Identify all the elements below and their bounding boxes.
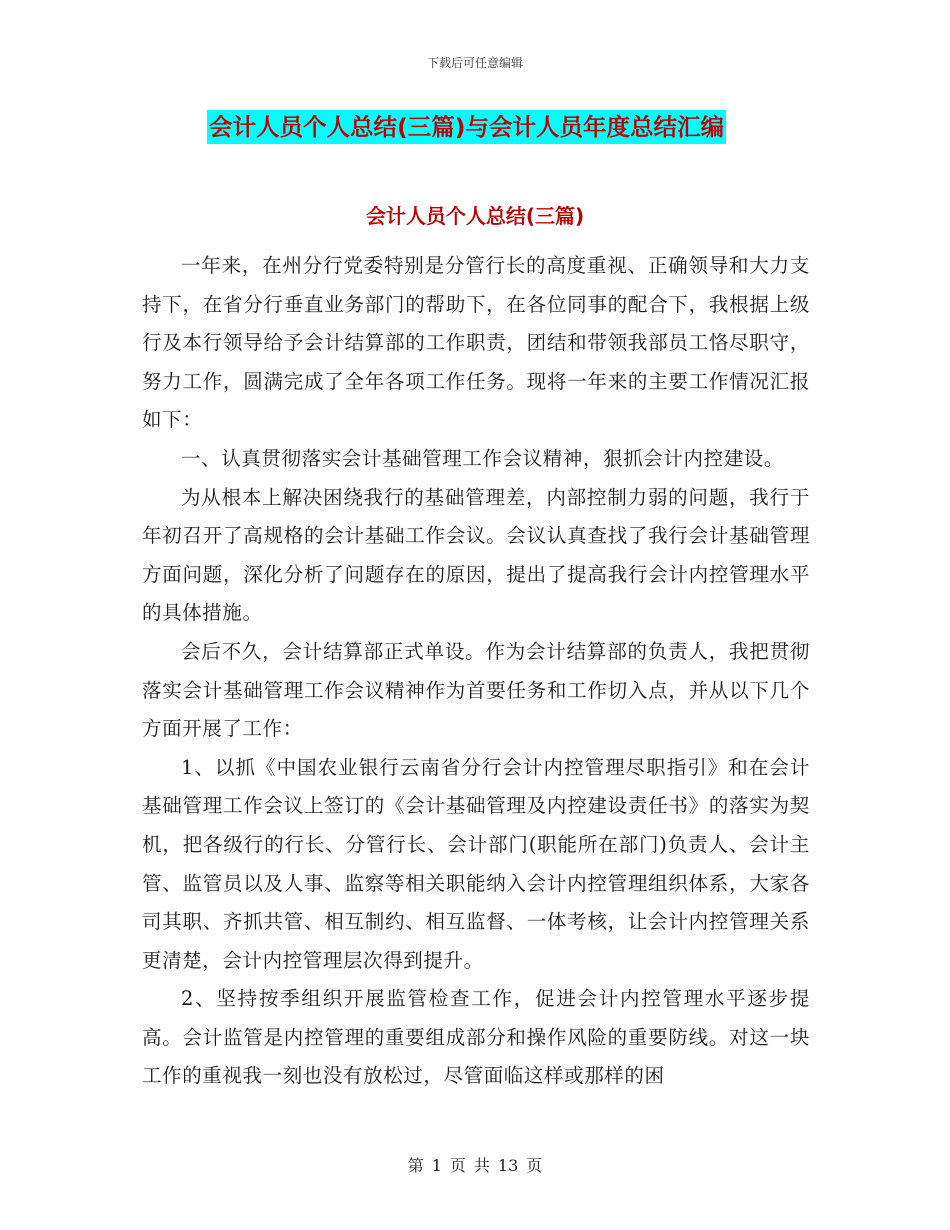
main-title-wrap [207, 110, 726, 144]
header-note: 下载后可任意编辑 [426, 56, 523, 70]
paragraph: 为从根本上解决困绕我行的基础管理差，内部控制力弱的问题，我行于年初召开了高规格的会计基础工作会议。会议认真查找了我行会计基础管理方面问题，深化分析了问题存在的原因，提出了提高我行会计内控管理水平的具体措施。 [142, 485, 810, 625]
footer-total-pages: 13 [497, 1156, 519, 1175]
paragraph: 一、认真贯彻落实会计基础管理工作会议精神，狠抓会计内控建设。 [181, 446, 785, 470]
paragraph: 会后不久，会计结算部正式单设。作为会计结算部的负责人，我把贯彻落实会计基础管理工作会议精神作为首要任务和工作切入点，并从以下几个方面开展了工作： [142, 639, 810, 741]
body-text [142, 247, 810, 1096]
paragraph: 一年来，在州分行党委特别是分管行长的高度重视、正确领导和大力支持下，在省分行垂直业务部门的帮助下，在各位同事的配合下，我根据上级行及本行领导给予会计结算部的工作职责，团结和带领我部员工恪尽职守，努力工作，圆满完成了全年各项工作任务。现将一年来的主要工作情况汇报如下： [142, 254, 810, 432]
footer-total-unit: 页 [526, 1156, 543, 1175]
footer-total-label: 共 [473, 1156, 490, 1175]
footer-page-number: 1 [431, 1156, 442, 1175]
page-footer [0, 1153, 950, 1176]
section-title: 会计人员个人总结(三篇) [365, 204, 585, 228]
paragraph: 1、以抓《中国农业银行云南省分行会计内控管理尽职指引》和在会计基础管理工作会议上签订的《会计基础管理及内控建设责任书》的落实为契机，把各级行的行长、分管行长、会计部门(职能所在部门)负责人、会计主管、监管员以及人事、监察等相关职能纳入会计内控管理组织体系，大家各司其职、齐抓共管、相互制约、相互监督、一体考核，让会计内控管理关系更清楚，会计内控管理层次得到提升。 [142, 755, 810, 972]
paragraph: 2、坚持按季组织开展监管检查工作，促进会计内控管理水平逐步提高。会计监管是内控管理的重要组成部分和操作风险的重要防线。对这一块工作的重视我一刻也没有放松过，尽管面临这样或那样的困 [142, 987, 810, 1088]
main-title: 会计人员个人总结(三篇)与会计人员年度总结汇编 [207, 110, 726, 144]
footer-page-unit: 页 [449, 1156, 466, 1175]
footer-page-label: 第 [407, 1156, 424, 1175]
